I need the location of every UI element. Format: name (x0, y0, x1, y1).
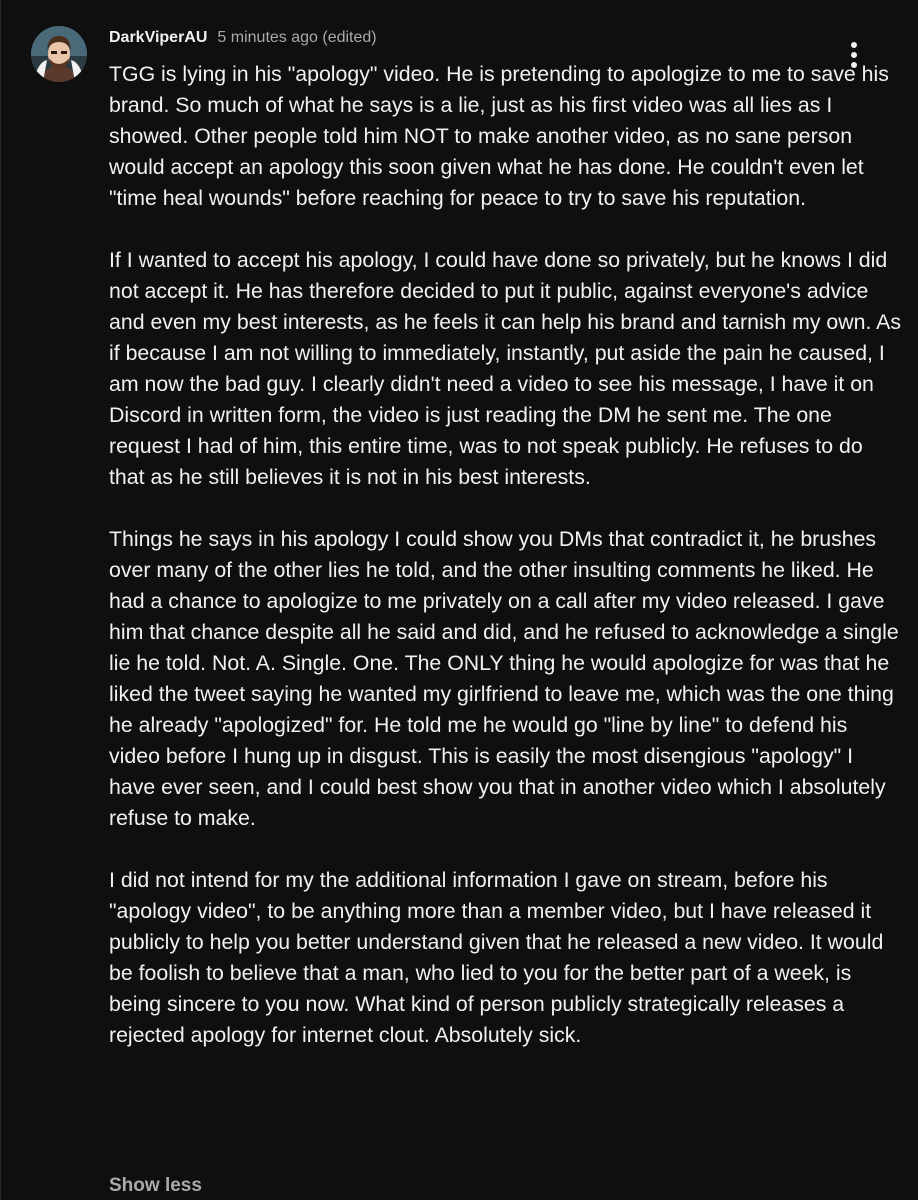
more-vert-icon-dot (851, 52, 857, 58)
author-name[interactable]: DarkViperAU (109, 29, 208, 46)
comment-paragraph: TGG is lying in his "apology" video. He is pretending to apologize to me to save his brand. So much of what he says is a lie, just as his first video was all lies as I showed. Other people told him NOT to make another video, as no sane person would accept an apology this soon given what he has done. He couldn't even let "time heal wounds" before reaching for peace to try to save his reputation. (109, 62, 889, 210)
comment-text (109, 59, 901, 1051)
show-less-button[interactable]: Show less (109, 1175, 202, 1196)
comment-paragraph: I did not intend for my the additional information I gave on stream, before his "apology video", to be anything more than a member video, but I have released it publicly to help you better understand given that he released a new video. It would be foolish to believe that a man, who lied to you for the better part of a week, is being sincere to you now. What kind of person publicly strategically releases a rejected apology for internet clout. Absolutely sick. (109, 868, 884, 1047)
avatar-image (31, 26, 87, 82)
comment-paragraph: Things he says in his apology I could show you DMs that contradict it, he brushes over many of the other lies he told, and the other insulting comments he liked. He had a chance to apologize to me privately on a call after my video released. I gave him that chance despite all he said and did, and he refused to acknowledge a single lie he told. Not. A. Single. One. The ONLY thing he would apologize for was that he liked the tweet saying he wanted my girlfriend to leave me, which was the one thing he already "apologized" for. He told me he would go "line by line" to defend his video before I hung up in disgust. This is easily the most disengious "apology" I have ever seen, and I could best show you that in another video which I absolutely refuse to make. (109, 527, 899, 830)
comment-paragraph: If I wanted to accept his apology, I could have done so privately, but he knows I did not accept it. He has therefore decided to put it public, against everyone's advice and even my best interests, as he feels it can help his brand and tarnish my own. As if because I am not willing to immediately, instantly, put aside the pain he caused, I am now the bad guy. I clearly didn't need a video to see his message, I have it on Discord in written form, the video is just reading the DM he sent me. The one request I had of him, this entire time, was to not speak publicly. He refuses to do that as he still believes it is not in his best interests. (109, 248, 901, 489)
comment-header (109, 29, 377, 51)
avatar[interactable] (31, 26, 87, 82)
more-vert-icon (851, 42, 857, 48)
comment-timestamp[interactable]: 5 minutes ago (edited) (217, 29, 377, 46)
